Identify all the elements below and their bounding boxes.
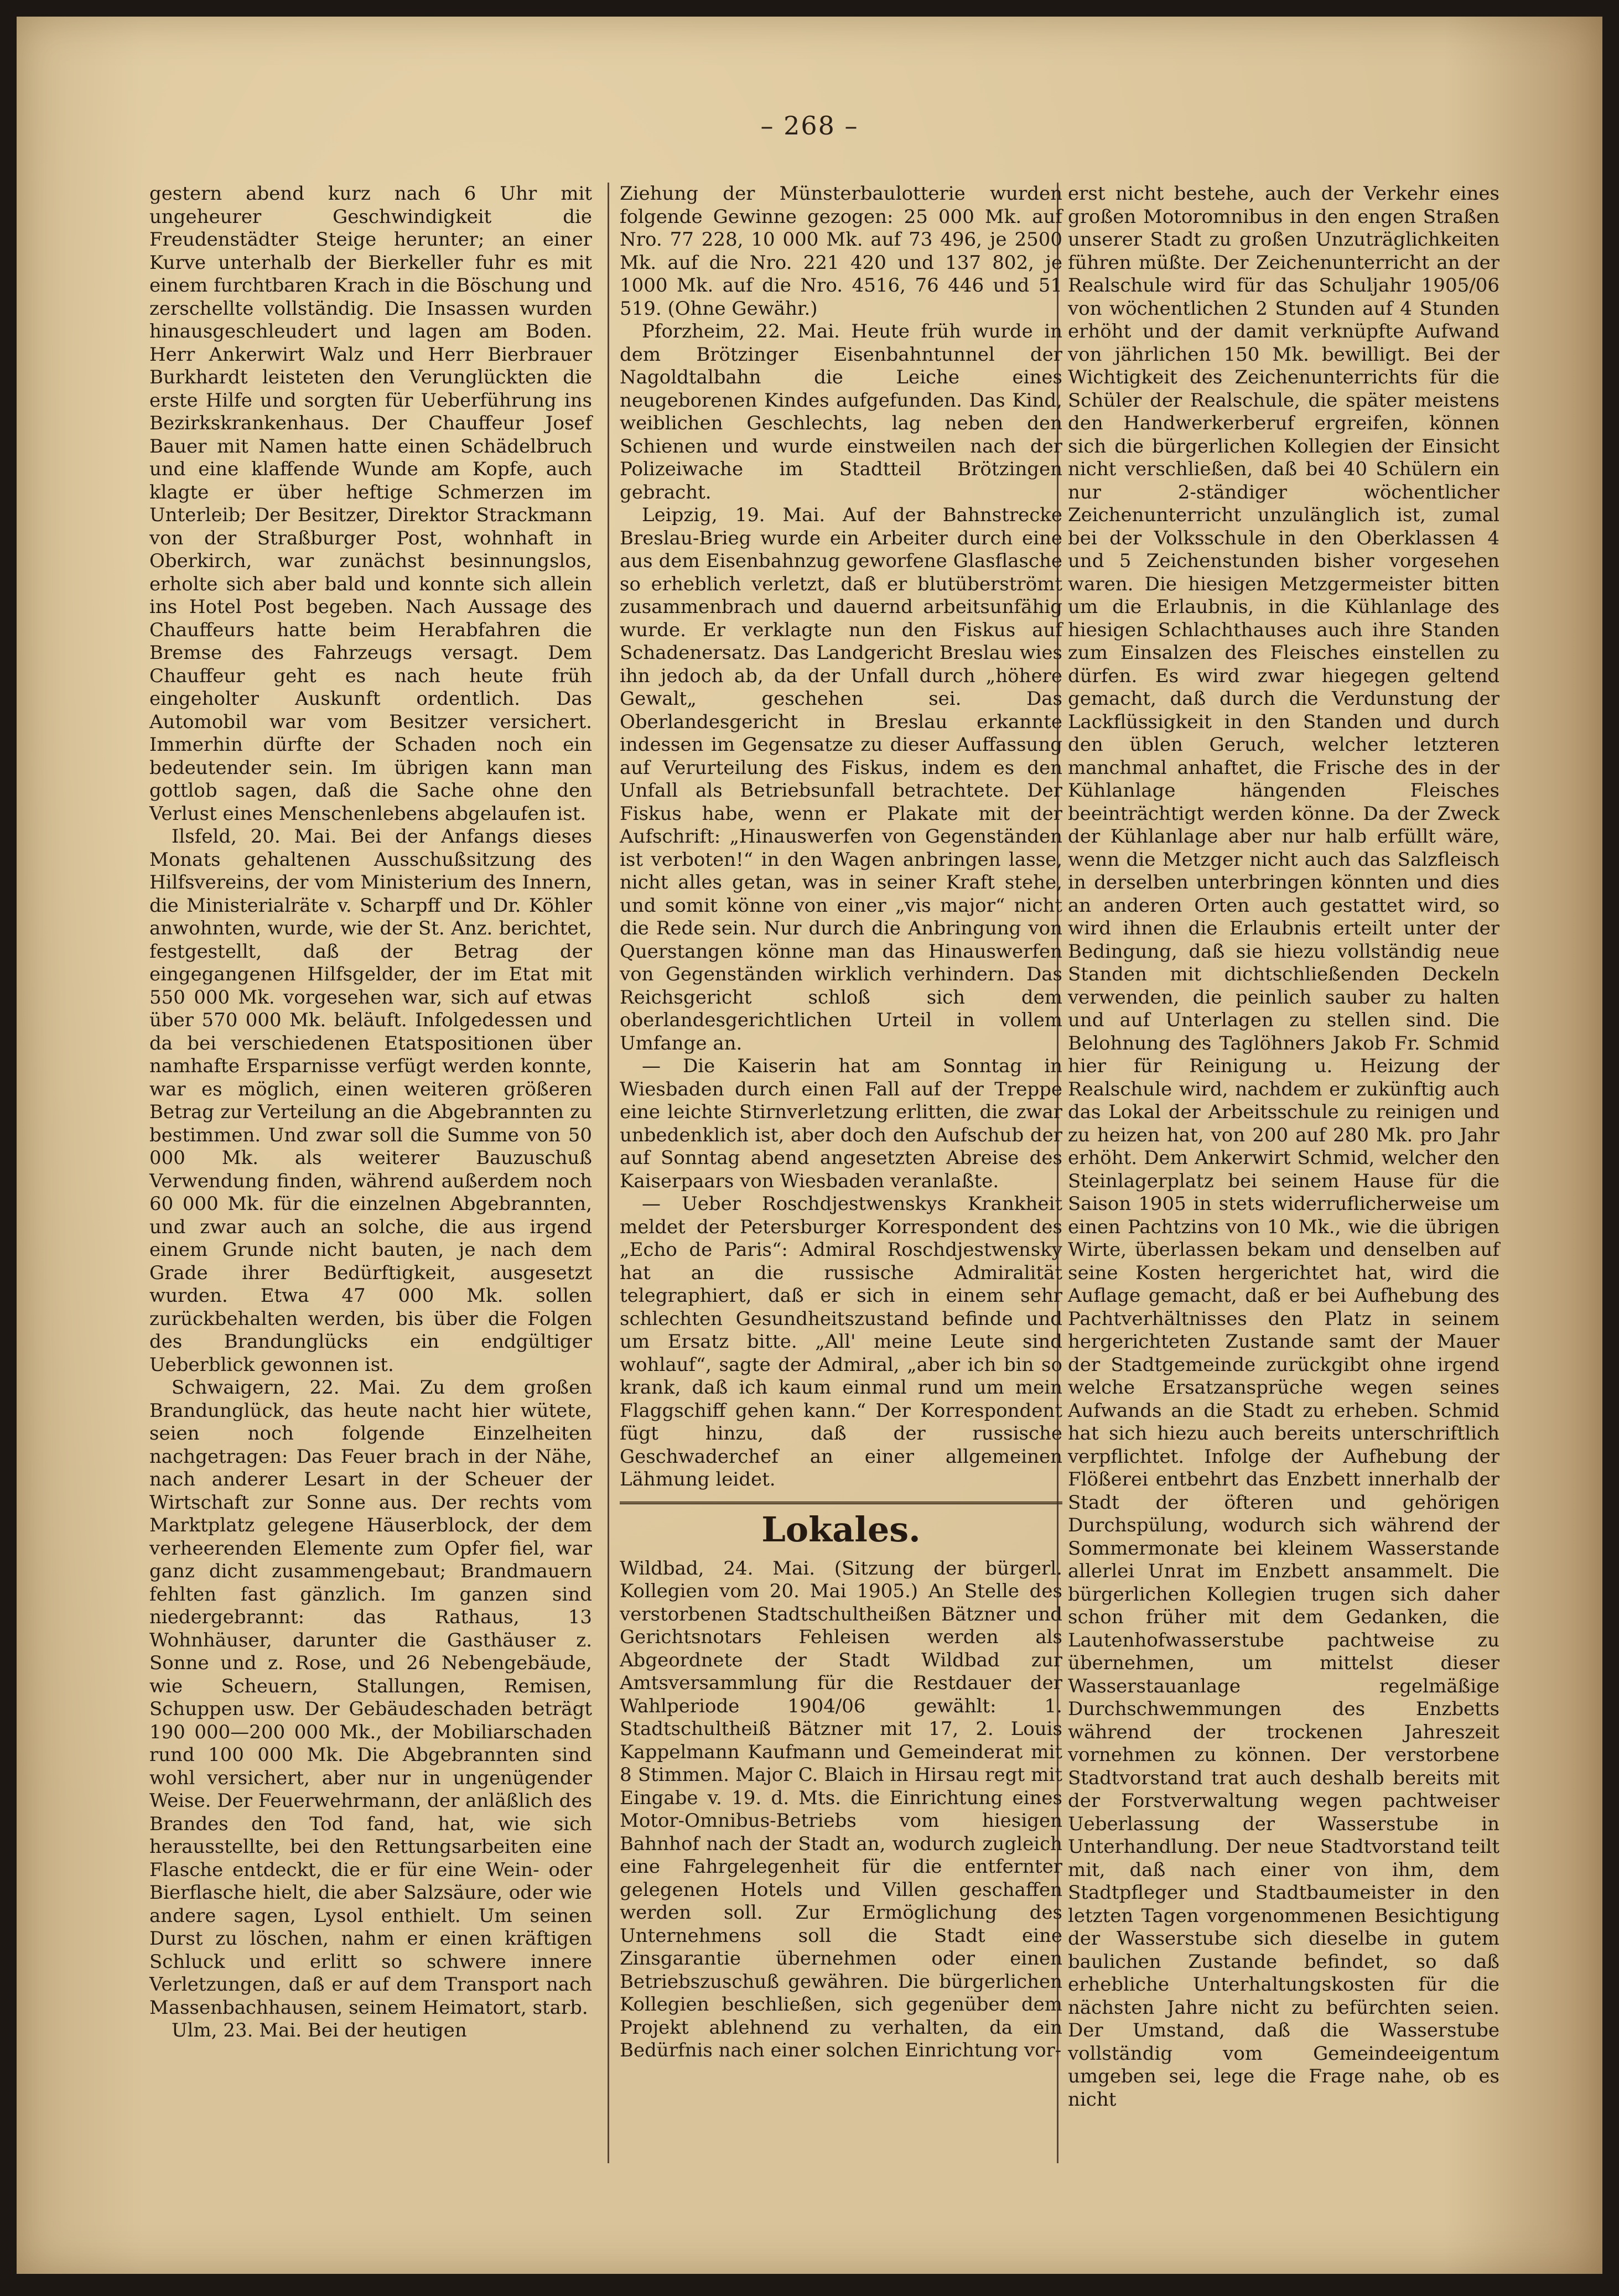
column-3 — [1068, 183, 1499, 2111]
page-number: – 268 – — [760, 111, 859, 141]
article-text: erst nicht bestehe, auch der Verkehr eines großen Motoromnibus in den engen Straßen unserer Stadt zu großen Unzuträglichkeiten führen müßte. Der Zeichenunterricht an der Realschule wird für das Schuljahr 1905/06 von wöchentlichen 2 Stunden auf 4 Stunden erhöht und der damit verknüpfte Aufwand von jährlichen 150 Mk. bewilligt. Bei der Wichtigkeit des Zeichenunterrichts für die Schüler der Realschule, die später meistens den Handwerkerberuf ergreifen, können sich die bürgerlichen Kollegien der Einsicht nicht verschließen, daß bei 40 Schülern ein nur 2-ständiger wöchentlicher Zeichenunterricht unzulänglich ist, zumal bei der Volksschule in den Oberklassen 4 und 5 Zeichenstunden bisher vorgesehen waren. Die hiesigen Metzgermeister bitten um die Erlaubnis, in die Kühlanlage des hiesigen Schlachthauses auch ihre Standen zum Einsalzen des Fleisches einstellen zu dürfen. Es wird zwar hiegegen geltend gemacht, daß durch die Verdunstung der Lackflüssigkeit in den Standen und durch den üblen Geruch, welcher letzteren manchmal anhaftet, die Frische des in der Kühlanlage hängenden Fleisches beeinträchtigt werden könne. Da der Zweck der Kühlanlage aber nur halb erfüllt wäre, wenn die Metzger nicht auch das Salzfleisch in derselben unterbringen könnten und dies an anderen Orten auch gestattet wird, so wird ihnen die Erlaubnis erteilt unter der Bedingung, daß sie hiezu vollständig neue Standen mit dichtschließenden Deckeln verwenden, die peinlich sauber zu halten und auf Unterlagen zu stellen sind. Die Belohnung des Taglöhners Jakob Fr. Schmid hier für Reinigung u. Heizung der Realschule wird, nachdem er zukünftig auch das Lokal der Arbeitsschule zu reinigen und zu heizen hat, von 200 auf 280 Mk. pro Jahr erhöht. Dem Ankerwirt Schmid, welcher den Steinlagerplatz bei seinem Hause für die Saison 1905 in stets widerruflicherweise um einen Pachtzins von 10 Mk., wie die übrigen Wirte, überlassen bekam und denselben auf seine Kosten hergerichtet hat, wird die Auflage gemacht, daß er bei Aufhebung des Pachtverhältnisses den Platz in seinem hergerichteten Zustande samt der Mauer der Stadtgemeinde zurückgibt ohne irgend welche Ersatzansprüche wegen seines Aufwands an die Stadt zu erheben. Schmid hat sich hiezu auch bereits unterschriftlich verpflichtet. Infolge der Aufhebung der Flößerei entbehrt das Enzbett innerhalb der Stadt der öfteren und gehörigen Durchspülung, wodurch sich während der Sommermonate bei kleinem Wasserstande allerlei Unrat im Enzbett ansammelt. Die bürgerlichen Kollegien trugen sich daher schon früher mit dem Gedanken, die Lautenhofwasserstube pachtweise zu übernehmen, um mittelst dieser Wasserstauanlage regelmäßige Durchschwemmungen des Enzbetts während der trockenen Jahreszeit vornehmen zu können. Der verstorbene Stadtvorstand trat auch deshalb bereits mit der Forstverwaltung wegen pachtweiser Ueberlassung der Wasserstube in Unterhandlung. Der neue Stadtvorstand teilt mit, daß nach einer von ihm, dem Stadtpfleger und Stadtbaumeister in den letzten Tagen vorgenommenen Besichtigung der Wasserstube sich dieselbe in gutem baulichen Zustande befindet, so daß erhebliche Unterhaltungskosten für die nächsten Jahre nicht zu befürchten seien. Der Umstand, daß die Wasserstube vollständig vom Gemeindeeigentum umgeben sei, lege die Frage nahe, ob es nicht — [1068, 183, 1499, 2111]
article-text: — Die Kaiserin hat am Sonntag in Wiesbaden durch einen Fall auf der Treppe eine leichte Stirnverletzung erlitten, die zwar unbedenklich ist, aber doch den Aufschub der auf Sonntag abend angesetzten Abreise des Kaiserpaars von Wiesbaden veranlaßte. — [620, 1055, 1062, 1192]
article-text: Wildbad, 24. Mai. (Sitzung der bürgerl. Kollegien vom 20. Mai 1905.) An Stelle des verstorbenen Stadtschultheißen Bätzner und Gerichtsnotars Fehleisen werden als Abgeordnete der Stadt Wildbad zur Amtsversammlung für die Restdauer der Wahlperiode 1904/06 gewählt: 1. Stadtschultheiß Bätzner mit 17, 2. Louis Kappelmann Kaufmann und Gemeinderat mit 8 Stimmen. Major C. Blaich in Hirsau regt mit Eingabe v. 19. d. Mts. die Einrichtung eines Motor-Omnibus-Betriebs vom hiesigen Bahnhof nach der Stadt an, wodurch zugleich eine Fahrgelegenheit für die entfernter gelegenen Hotels und Villen geschaffen werden soll. Zur Ermöglichung des Unternehmens soll die Stadt eine Zinsgarantie übernehmen oder einen Betriebszuschuß gewähren. Die bürgerlichen Kollegien beschließen, sich gegenüber dem Projekt ablehnend zu verhalten, da ein Bedürfnis nach einer solchen Einrichtung vor- — [620, 1557, 1062, 2061]
section-title-lokales: Lokales. — [620, 1502, 1062, 1552]
column-1 — [149, 183, 592, 2043]
article-text: Ziehung der Münsterbaulotterie wurden folgende Gewinne gezogen: 25 000 Mk. auf Nro. 77 228, 10 000 Mk. auf 73 496, je 2500 Mk. auf die Nro. 221 420 und 137 802, je 1000 Mk. auf die Nro. 4516, 76 446 und 51 519. (Ohne Gewähr.) — [620, 183, 1062, 320]
newspaper-page — [17, 17, 1602, 2274]
column-rule — [608, 183, 609, 2163]
article-text: Leipzig, 19. Mai. Auf der Bahnstrecke Breslau-Brieg wurde ein Arbeiter durch eine aus dem Eisenbahnzug geworfene Glasflasche so erheblich verletzt, daß er blutüberströmt zusammenbrach und dauernd arbeitsunfähig wurde. Er verklagte nun den Fiskus auf Schadenersatz. Das Landgericht Breslau wies ihn jedoch ab, da der Unfall durch „höhere Gewalt„ geschehen sei. Das Oberlandesgericht in Breslau erkannte indessen im Gegensatze zu dieser Auffassung auf Verurteilung des Fiskus, indem es den Unfall als Betriebsunfall betrachtete. Der Fiskus habe, wenn er Plakate mit der Aufschrift: „Hinauswerfen von Gegenständen ist verboten!“ in den Wagen anbringen lasse, nicht alles getan, was in seiner Kraft stehe, und somit könne von einer „vis major“ nicht die Rede sein. Nur durch die Anbringung von Querstangen könne man das Hinauswerfen von Gegenständen wirklich verhindern. Das Reichsgericht schloß sich dem oberlandesgerichtlichen Urteil in vollem Umfange an. — [620, 504, 1062, 1055]
article-text: Schwaigern, 22. Mai. Zu dem großen Brandunglück, das heute nacht hier wütete, seien noch folgende Einzelheiten nachgetragen: Das Feuer brach in der Nähe, nach anderer Lesart in der Scheuer der Wirtschaft zur Sonne aus. Der rechts vom Marktplatz gelegene Häuserblock, der dem verheerenden Elemente zum Opfer fiel, war ganz dicht zusammengebaut; Brandmauern fehlten fast gänzlich. Im ganzen sind niedergebrannt: das Rathaus, 13 Wohnhäuser, darunter die Gasthäuser z. Sonne und z. Rose, und 26 Nebengebäude, wie Scheuern, Stallungen, Remisen, Schuppen usw. Der Gebäudeschaden beträgt 190 000—200 000 Mk., der Mobiliarschaden rund 100 000 Mk. Die Abgebrannten sind wohl versichert, aber nur in ungenügender Weise. Der Feuerwehrmann, der anläßlich des Brandes den Tod fand, hat, wie sich herausstellte, bei den Rettungsarbeiten eine Flasche entdeckt, die er für eine Wein- oder Bierflasche hielt, die aber Salzsäure, oder wie andere sagen, Lysol enthielt. Um seinen Durst zu löschen, nahm er einen kräftigen Schluck und erlitt so schwere innere Verletzungen, daß er auf dem Transport nach Massenbachhausen, seinem Heimatort, starb. — [149, 1376, 593, 2019]
column-2 — [620, 183, 1062, 2063]
article-text: — Ueber Roschdjestwenskys Krankheit meldet der Petersburger Korrespondent des „Echo de Paris“: Admiral Roschdjestwensky hat an die russische Admiralität telegraphiert, daß er sich in einem sehr schlechten Gesundheitszustand befinde und um Ersatz bitte. „All' meine Leute sind wohlauf“, sagte der Admiral, „aber ich bin so krank, daß ich kaum einmal rund um mein Flaggschiff gehen kann.“ Der Korrespondent fügt hinzu, daß der russische Geschwaderchef an einer allgemeinen Lähmung leidet. — [620, 1193, 1062, 1490]
article-text: gestern abend kurz nach 6 Uhr mit ungeheurer Geschwindigkeit die Freudenstädter Steige herunter; an einer Kurve unterhalb der Bierkeller fuhr es mit einem furchtbaren Krach in die Böschung und zerschellte vollständig. Die Insassen wurden hinausgeschleudert und lagen am Boden. Herr Ankerwirt Walz und Herr Bierbrauer Burkhardt leisteten den Verunglückten die erste Hilfe und sorgten für Ueberführung ins Bezirkskrankenhaus. Der Chauffeur Josef Bauer mit Namen hatte einen Schädelbruch und eine klaffende Wunde am Kopfe, auch klagte er über heftige Schmerzen im Unterleib; Der Besitzer, Direktor Strackmann von der Straßburger Post, wohnhaft in Oberkirch, war zunächst besinnungslos, erholte sich aber bald und konnte sich allein ins Hotel Post begeben. Nach Aussage des Chauffeurs hatte beim Herabfahren die Bremse des Fahrzeugs versagt. Dem Chauffeur geht es nach heute früh eingeholter Auskunft ordentlich. Das Automobil war vom Besitzer versichert. Immerhin dürfte der Schaden noch ein bedeutender sein. Im übrigen kann man gottlob sagen, daß die Sache ohne den Verlust eines Menschenlebens abgelaufen ist. — [149, 183, 592, 825]
article-text: Ulm, 23. Mai. Bei der heutigen — [172, 2019, 467, 2042]
article-text: Ilsfeld, 20. Mai. Bei der Anfangs dieses Monats gehaltenen Ausschußsitzung des Hilfsvereins, der vom Ministerium des Innern, die Ministerialräte v. Scharpff und Dr. Köhler anwohnten, wurde, wie der St. Anz. berichtet, festgestellt, daß der Betrag der eingegangenen Hilfsgelder, der im Etat mit 550 000 Mk. vorgesehen war, sich auf etwas über 570 000 Mk. beläuft. Infolgedessen und da bei verschiedenen Etatspositionen über namhafte Ersparnisse verfügt werden konnte, war es möglich, einen weiteren größeren Betrag zur Verteilung an die Abgebrannten zu bestimmen. Und zwar soll die Summe von 50 000 Mk. als weiterer Bauzuschuß Verwendung finden, während außerdem noch 60 000 Mk. für die einzelnen Abgebrannten, und zwar auch an solche, die aus irgend einem Grunde nicht bauten, je nach dem Grade ihrer Bedürftigkeit, ausgesetzt wurden. Etwa 47 000 Mk. sollen zurückbehalten werden, bis über die Folgen des Brandunglücks ein endgültiger Ueberblick gewonnen ist. — [149, 825, 592, 1376]
article-text: Pforzheim, 22. Mai. Heute früh wurde in dem Brötzinger Eisenbahntunnel der Nagoldtalbahn die Leiche eines neugeborenen Kindes aufgefunden. Das Kind, weiblichen Geschlechts, lag neben den Schienen und wurde einstweilen nach der Polizeiwache im Stadtteil Brötzingen gebracht. — [620, 320, 1062, 503]
